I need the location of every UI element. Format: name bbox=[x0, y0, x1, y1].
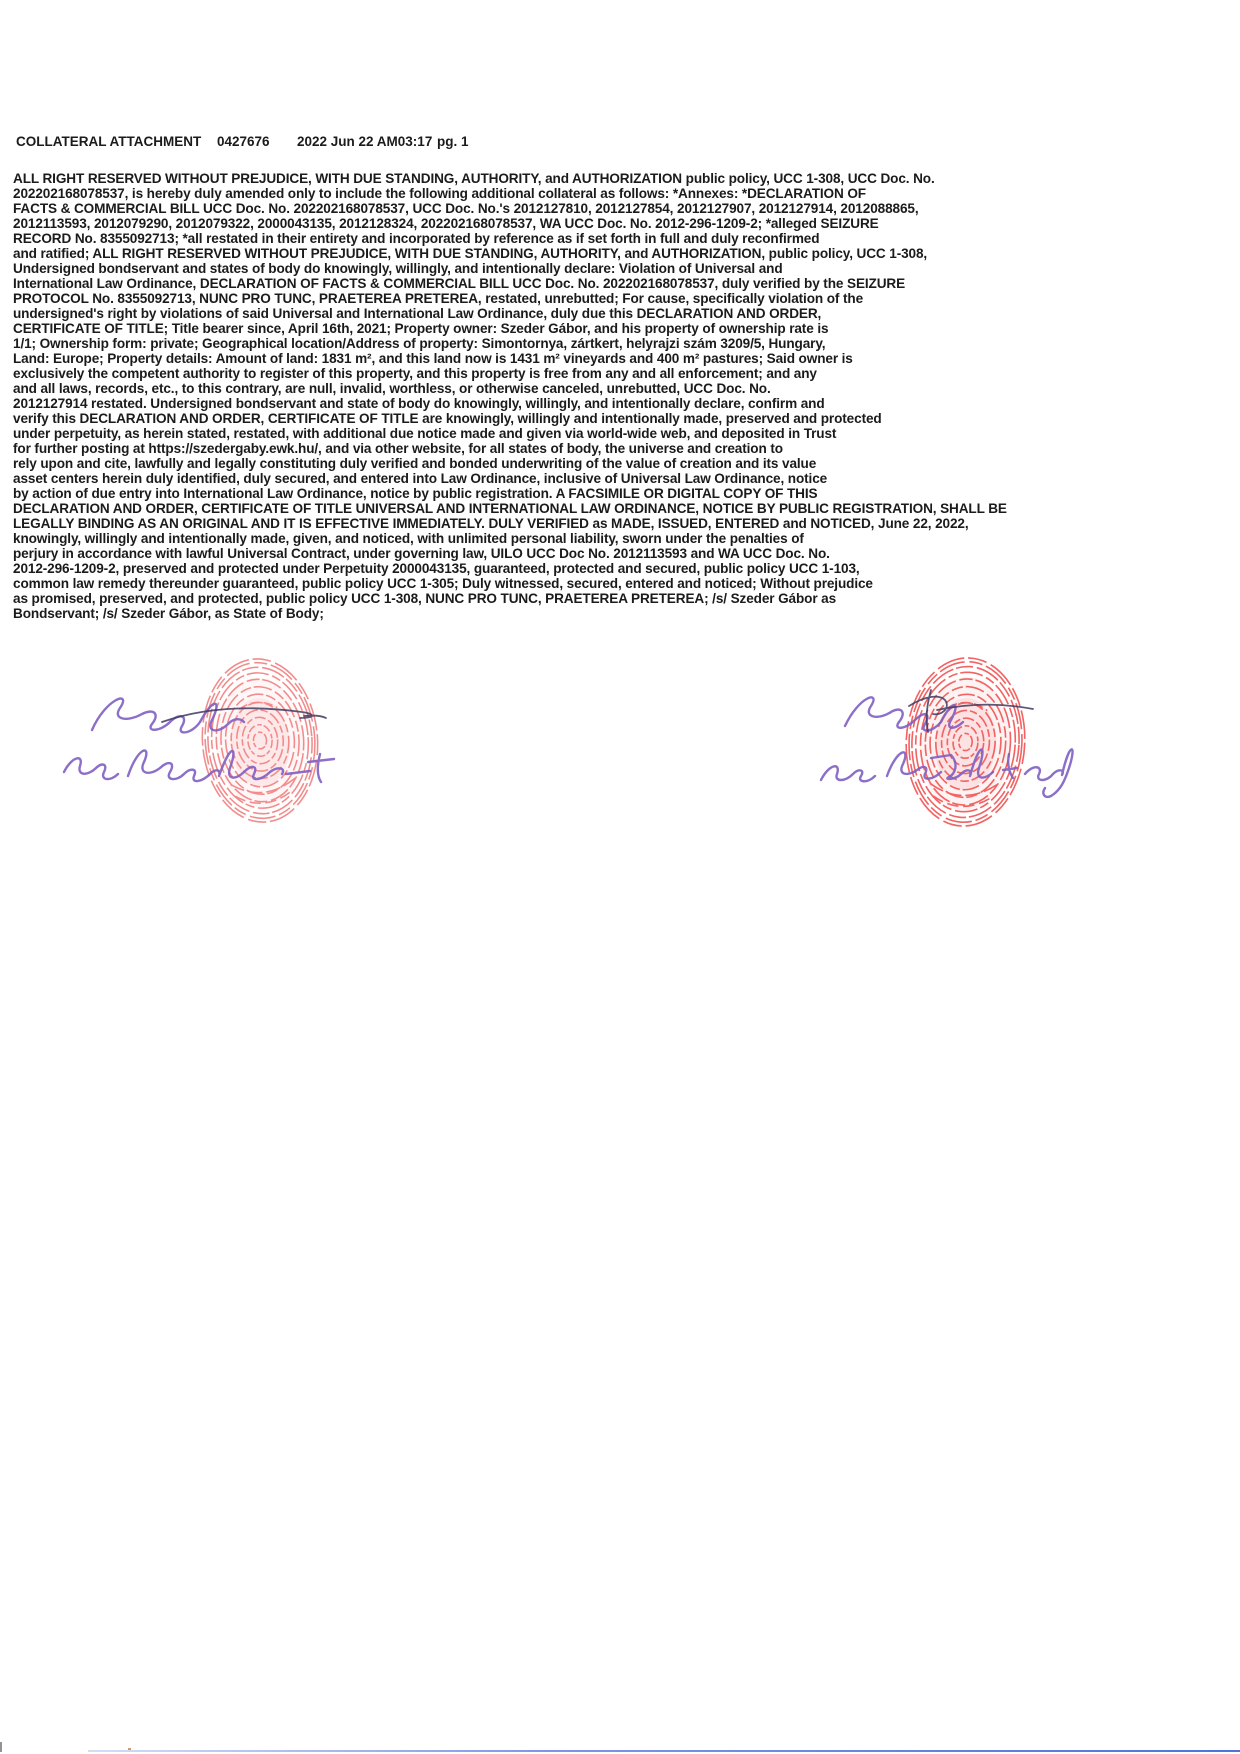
document-timestamp: 2022 Jun 22 AM03:17 bbox=[297, 134, 433, 149]
body-line: International Law Ordinance, DECLARATION OF FACTS & COMMERCIAL BILL UCC Doc. No. 202202168078537, duly verified by the SEIZURE bbox=[13, 276, 906, 291]
body-line: 1/1; Ownership form: private; Geographical location/Address of property: Simontornya, zártkert, helyrajzi szám 3209/5, Hungary, bbox=[13, 336, 826, 351]
body-line: LEGALLY BINDING AS AN ORIGINAL AND IT IS EFFECTIVE IMMEDIATELY. DULY VERIFIED as MADE, ISSUED, ENTERED and NOTICED, June 22, 2022, bbox=[13, 516, 969, 531]
body-line: Bondservant; /s/ Szeder Gábor, as State of Body; bbox=[13, 606, 324, 621]
body-line: asset centers herein duly identified, duly secured, and entered into Law Ordinance, inclusive of Universal Law Ordinance, notice bbox=[13, 471, 828, 486]
document-number: 0427676 bbox=[217, 134, 270, 149]
body-line: rely upon and cite, lawfully and legally constituting duly verified and bonded underwriting of the value of creation and its value bbox=[13, 456, 817, 471]
body-line: CERTIFICATE OF TITLE; Title bearer since, April 16th, 2021; Property owner: Szeder Gábor, and his property of ownership rate is bbox=[13, 321, 829, 336]
body-line: ALL RIGHT RESERVED WITHOUT PREJUDICE, WITH DUE STANDING, AUTHORITY, and AUTHORIZATION public policy, UCC 1-308, UCC Doc. No. bbox=[13, 171, 935, 186]
body-line: 2012127914 restated. Undersigned bondservant and state of body do knowingly, willingly, and intentionally declare, confirm and bbox=[13, 396, 825, 411]
body-line: DECLARATION AND ORDER, CERTIFICATE OF TITLE UNIVERSAL AND INTERNATIONAL LAW ORDINANCE, NOTICE BY PUBLIC REGISTRATION, SHALL BE bbox=[13, 501, 1007, 516]
body-line: RECORD No. 8355092713; *all restated in their entirety and incorporated by reference as if set forth in full and duly reconfirmed bbox=[13, 231, 820, 246]
document-title: COLLATERAL ATTACHMENT bbox=[16, 134, 202, 149]
body-line: exclusively the competent authority to register of this property, and this property is free from any and all enforcement; and any bbox=[13, 366, 817, 381]
document-body bbox=[13, 171, 1163, 621]
body-line: knowingly, willingly and intentionally made, given, and noticed, with unlimited personal liability, sworn under the penalties of bbox=[13, 531, 804, 546]
body-line: Undersigned bondservant and states of body do knowingly, willingly, and intentionally declare: Violation of Universal and bbox=[13, 261, 783, 276]
body-line: 202202168078537, is hereby duly amended only to include the following additional collateral as follows: *Annexes: *DECLARATION OF bbox=[13, 186, 866, 201]
body-line: common law remedy thereunder guaranteed, public policy UCC 1-305; Duly witnessed, secured, entered and noticed; Without prejudice bbox=[13, 576, 873, 591]
body-line: Land: Europe; Property details: Amount of land: 1831 m², and this land now is 1431 m² vineyards and 400 m² pastures; Said owner is bbox=[13, 351, 853, 366]
body-line: 2012113593, 2012079290, 2012079322, 2000043135, 2012128324, 202202168078537, WA UCC Doc. No. 2012-296-1209-2; *alleged SEIZURE bbox=[13, 216, 879, 231]
body-line: PROTOCOL No. 8355092713, NUNC PRO TUNC, PRAETEREA PRETEREA, restated, unrebutted; For cause, specifically violation of the bbox=[13, 291, 864, 306]
body-line: perjury in accordance with lawful Universal Contract, under governing law, UILO UCC Doc No. 2012113593 and WA UCC Doc. No. bbox=[13, 546, 830, 561]
scan-speck bbox=[128, 1748, 131, 1750]
body-line: for further posting at https://szedergaby.ewk.hu/, and via other website, for all states of body, the universe and creation to bbox=[13, 441, 783, 456]
body-line: under perpetuity, as herein stated, restated, with additional due notice made and given via world-wide web, and deposited in Trust bbox=[13, 426, 837, 441]
body-line: FACTS & COMMERCIAL BILL UCC Doc. No. 202202168078537, UCC Doc. No.'s 2012127810, 2012127854, 2012127907, 2012127914, 2012088865, bbox=[13, 201, 919, 216]
scanner-edge-line bbox=[88, 1750, 1240, 1752]
body-line: and all laws, records, etc., to this contrary, are null, invalid, worthless, or otherwise canceled, unrebutted, UCC Doc. No. bbox=[13, 381, 771, 396]
body-line: and ratified; ALL RIGHT RESERVED WITHOUT PREJUDICE, WITH DUE STANDING, AUTHORITY, and AUTHORIZATION, public policy, UCC 1-308, bbox=[13, 246, 928, 261]
right-signature-state-of-body bbox=[733, 678, 1078, 803]
body-line: undersigned's right by violations of said Universal and International Law Ordinance, duly due this DECLARATION AND ORDER, bbox=[13, 306, 822, 321]
left-signature-bondservant bbox=[58, 678, 358, 798]
body-line: 2012-296-1209-2, preserved and protected under Perpetuity 2000043135, guaranteed, protected and secured, public policy UCC 1-103, bbox=[13, 561, 860, 576]
scan-speck bbox=[0, 1742, 2, 1752]
body-line: as promised, preserved, and protected, public policy UCC 1-308, NUNC PRO TUNC, PRAETEREA PRETEREA; /s/ Szeder Gábor as bbox=[13, 591, 837, 606]
body-line: verify this DECLARATION AND ORDER, CERTIFICATE OF TITLE are knowingly, willingly and intentionally made, preserved and protected bbox=[13, 411, 882, 426]
body-line: by action of due entry into International Law Ordinance, notice by public registration. A FACSIMILE OR DIGITAL COPY OF THIS bbox=[13, 486, 818, 501]
page-number-label: pg. 1 bbox=[437, 134, 469, 149]
